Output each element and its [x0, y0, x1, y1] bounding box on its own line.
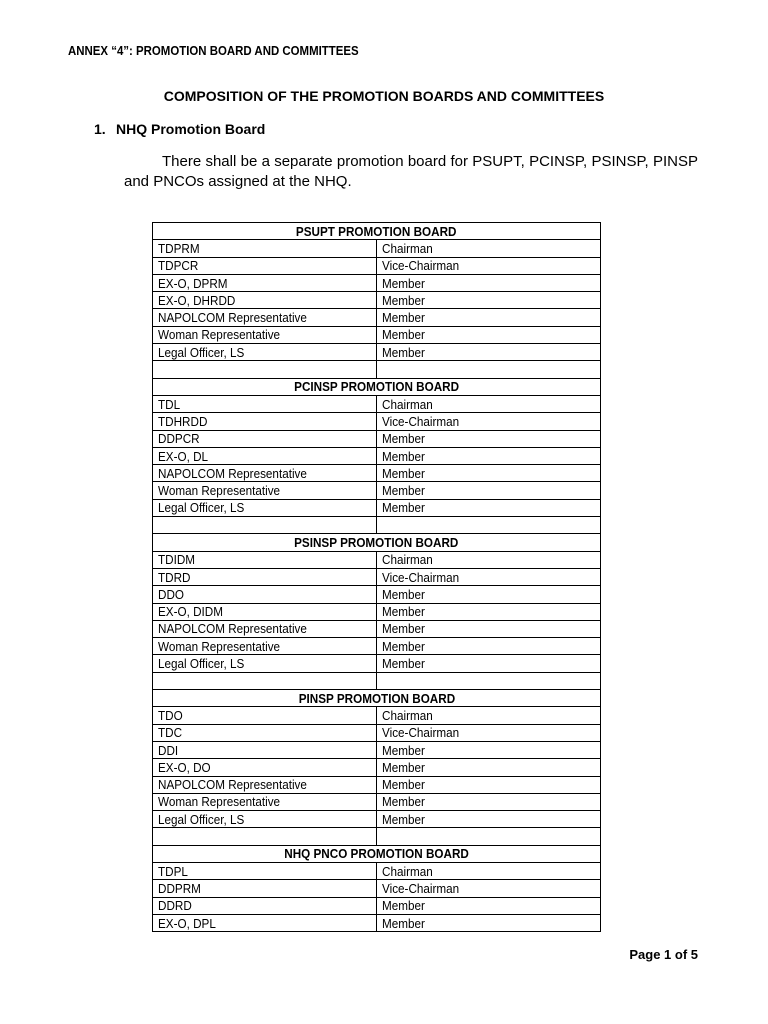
spacer-row	[153, 517, 601, 534]
member-position-cell	[153, 741, 377, 758]
empty-cell	[377, 517, 601, 534]
member-position-cell	[153, 638, 377, 655]
member-row	[153, 430, 601, 447]
board-title	[153, 845, 601, 862]
member-role-cell	[377, 430, 601, 447]
member-role: Vice-Chairman	[382, 258, 460, 274]
member-position-cell	[153, 413, 377, 430]
member-row	[153, 811, 601, 828]
spacer-row	[153, 361, 601, 378]
member-role: Member	[382, 431, 425, 447]
member-position-cell	[153, 430, 377, 447]
member-row	[153, 914, 601, 931]
member-position-cell	[153, 499, 377, 516]
member-role-cell	[377, 914, 601, 931]
member-role-cell	[377, 897, 601, 914]
board-title	[153, 534, 601, 551]
member-role-cell	[377, 292, 601, 309]
member-role: Member	[382, 621, 425, 637]
member-role: Member	[382, 292, 425, 308]
member-row	[153, 897, 601, 914]
member-position: NAPOLCOM Representative	[158, 777, 307, 793]
member-row	[153, 707, 601, 724]
member-role-cell	[377, 880, 601, 897]
empty-cell	[377, 828, 601, 845]
member-role: Member	[382, 327, 425, 343]
member-position: Woman Representative	[158, 483, 281, 499]
annex-heading: ANNEX “4”: PROMOTION BOARD AND COMMITTEES	[68, 43, 359, 58]
member-row	[153, 603, 601, 620]
member-row	[153, 257, 601, 274]
member-role: Member	[382, 638, 425, 654]
member-role-cell	[377, 811, 601, 828]
member-row	[153, 292, 601, 309]
member-position: Legal Officer, LS	[158, 344, 245, 360]
member-position: EX-O, DL	[158, 448, 209, 464]
member-row	[153, 568, 601, 585]
member-position: Legal Officer, LS	[158, 656, 245, 672]
member-role-cell	[377, 413, 601, 430]
member-role: Member	[382, 759, 425, 775]
member-position-cell	[153, 707, 377, 724]
empty-cell	[153, 361, 377, 378]
member-row	[153, 344, 601, 361]
member-position: DDRD	[158, 898, 192, 914]
member-role-cell	[377, 741, 601, 758]
member-row	[153, 862, 601, 879]
board-title-text: PCINSP PROMOTION BOARD	[294, 379, 459, 395]
member-role-cell	[377, 638, 601, 655]
spacer-row	[153, 828, 601, 845]
member-role-cell	[377, 344, 601, 361]
member-position: TDHRDD	[158, 413, 208, 429]
member-position: TDRD	[158, 569, 191, 585]
member-role-cell	[377, 447, 601, 464]
member-position-cell	[153, 465, 377, 482]
board-title	[153, 378, 601, 395]
member-role: Vice-Chairman	[382, 880, 460, 896]
spacer-row	[153, 672, 601, 689]
member-position: NAPOLCOM Representative	[158, 465, 307, 481]
member-position: Woman Representative	[158, 327, 281, 343]
member-role: Member	[382, 777, 425, 793]
board-header-row	[153, 378, 601, 395]
member-position-cell	[153, 793, 377, 810]
member-position: TDC	[158, 725, 183, 741]
member-row	[153, 759, 601, 776]
board-header-row	[153, 534, 601, 551]
board-title	[153, 223, 601, 240]
member-role: Member	[382, 811, 425, 827]
member-position-cell	[153, 292, 377, 309]
intro-paragraph: There shall be a separate promotion board for PSUPT, PCINSP, PSINSP, PINSP and PNCOs assigned at the NHQ.	[124, 153, 698, 190]
member-role: Member	[382, 310, 425, 326]
member-role-cell	[377, 551, 601, 568]
member-position: Legal Officer, LS	[158, 811, 245, 827]
member-position: TDPL	[158, 863, 188, 879]
member-position-cell	[153, 880, 377, 897]
member-position-cell	[153, 274, 377, 291]
member-row	[153, 586, 601, 603]
member-role-cell	[377, 326, 601, 343]
member-position-cell	[153, 482, 377, 499]
member-role-cell	[377, 655, 601, 672]
member-position: Woman Representative	[158, 638, 281, 654]
member-row	[153, 309, 601, 326]
empty-cell	[377, 672, 601, 689]
member-row	[153, 465, 601, 482]
member-row	[153, 776, 601, 793]
member-role-cell	[377, 499, 601, 516]
member-position-cell	[153, 240, 377, 257]
member-position: TDL	[158, 396, 181, 412]
member-position-cell	[153, 551, 377, 568]
board-header-row	[153, 223, 601, 240]
board-title-text: PSUPT PROMOTION BOARD	[296, 223, 457, 239]
member-role: Member	[382, 742, 425, 758]
member-row	[153, 413, 601, 430]
member-role-cell	[377, 309, 601, 326]
member-row	[153, 326, 601, 343]
member-role: Member	[382, 656, 425, 672]
member-role: Member	[382, 915, 425, 931]
member-row	[153, 724, 601, 741]
member-position: TDPCR	[158, 258, 199, 274]
member-position-cell	[153, 395, 377, 412]
member-position-cell	[153, 326, 377, 343]
member-role: Member	[382, 500, 425, 516]
member-row	[153, 741, 601, 758]
member-position: TDO	[158, 707, 183, 723]
member-position-cell	[153, 862, 377, 879]
member-role: Vice-Chairman	[382, 413, 460, 429]
member-position-cell	[153, 759, 377, 776]
board-header-row	[153, 845, 601, 862]
member-row	[153, 793, 601, 810]
member-position: NAPOLCOM Representative	[158, 621, 307, 637]
member-role-cell	[377, 793, 601, 810]
member-position: TDIDM	[158, 552, 196, 568]
member-role-cell	[377, 776, 601, 793]
member-role: Chairman	[382, 863, 433, 879]
section-number: 1.	[94, 121, 106, 137]
member-position: Woman Representative	[158, 794, 281, 810]
member-role-cell	[377, 620, 601, 637]
member-row	[153, 447, 601, 464]
page-number: Page 1 of 5	[629, 947, 698, 962]
member-role: Member	[382, 794, 425, 810]
member-position: Legal Officer, LS	[158, 500, 245, 516]
member-role: Chairman	[382, 396, 433, 412]
member-role: Chairman	[382, 552, 433, 568]
member-row	[153, 274, 601, 291]
member-position: DDPRM	[158, 880, 201, 896]
member-position-cell	[153, 620, 377, 637]
member-role-cell	[377, 586, 601, 603]
member-role-cell	[377, 862, 601, 879]
empty-cell	[153, 828, 377, 845]
member-position-cell	[153, 257, 377, 274]
member-position-cell	[153, 586, 377, 603]
empty-cell	[377, 361, 601, 378]
member-role-cell	[377, 482, 601, 499]
member-row	[153, 551, 601, 568]
board-title-text: PINSP PROMOTION BOARD	[298, 690, 455, 706]
member-row	[153, 655, 601, 672]
member-position-cell	[153, 776, 377, 793]
member-position: DDPCR	[158, 431, 200, 447]
member-role: Member	[382, 448, 425, 464]
member-position: EX-O, DO	[158, 759, 211, 775]
board-header-row	[153, 690, 601, 707]
member-position: DDO	[158, 586, 185, 602]
board-title-text: PSINSP PROMOTION BOARD	[294, 534, 459, 550]
member-role-cell	[377, 274, 601, 291]
member-role: Chairman	[382, 240, 433, 256]
member-row	[153, 482, 601, 499]
board-title	[153, 690, 601, 707]
section-title: NHQ Promotion Board	[116, 121, 266, 137]
member-position-cell	[153, 568, 377, 585]
member-position-cell	[153, 447, 377, 464]
member-row	[153, 880, 601, 897]
member-row	[153, 638, 601, 655]
member-role: Member	[382, 344, 425, 360]
member-position: EX-O, DPRM	[158, 275, 228, 291]
empty-cell	[153, 517, 377, 534]
member-role-cell	[377, 724, 601, 741]
member-position: EX-O, DHRDD	[158, 292, 236, 308]
section-heading	[94, 121, 265, 137]
document-title: COMPOSITION OF THE PROMOTION BOARDS AND COMMITTEES	[163, 88, 605, 104]
member-role-cell	[377, 759, 601, 776]
member-position: EX-O, DPL	[158, 915, 216, 931]
board-title-text: NHQ PNCO PROMOTION BOARD	[284, 846, 469, 862]
member-position: EX-O, DIDM	[158, 604, 224, 620]
member-position-cell	[153, 309, 377, 326]
member-role: Vice-Chairman	[382, 725, 460, 741]
member-role: Member	[382, 275, 425, 291]
member-role: Member	[382, 586, 425, 602]
member-row	[153, 499, 601, 516]
promotion-boards-table	[152, 222, 601, 932]
member-position-cell	[153, 897, 377, 914]
member-position: DDI	[158, 742, 179, 758]
member-position-cell	[153, 655, 377, 672]
member-role-cell	[377, 257, 601, 274]
member-row	[153, 240, 601, 257]
member-row	[153, 395, 601, 412]
member-role-cell	[377, 568, 601, 585]
member-role: Member	[382, 483, 425, 499]
member-position-cell	[153, 603, 377, 620]
member-role-cell	[377, 603, 601, 620]
member-role-cell	[377, 240, 601, 257]
member-role: Vice-Chairman	[382, 569, 460, 585]
member-role: Member	[382, 465, 425, 481]
member-role: Member	[382, 898, 425, 914]
member-position: NAPOLCOM Representative	[158, 310, 307, 326]
member-row	[153, 620, 601, 637]
empty-cell	[153, 672, 377, 689]
member-position-cell	[153, 344, 377, 361]
member-position-cell	[153, 914, 377, 931]
member-role-cell	[377, 465, 601, 482]
member-position: TDPRM	[158, 240, 200, 256]
member-role-cell	[377, 707, 601, 724]
member-role-cell	[377, 395, 601, 412]
member-position-cell	[153, 811, 377, 828]
member-role: Chairman	[382, 707, 433, 723]
member-position-cell	[153, 724, 377, 741]
member-role: Member	[382, 604, 425, 620]
